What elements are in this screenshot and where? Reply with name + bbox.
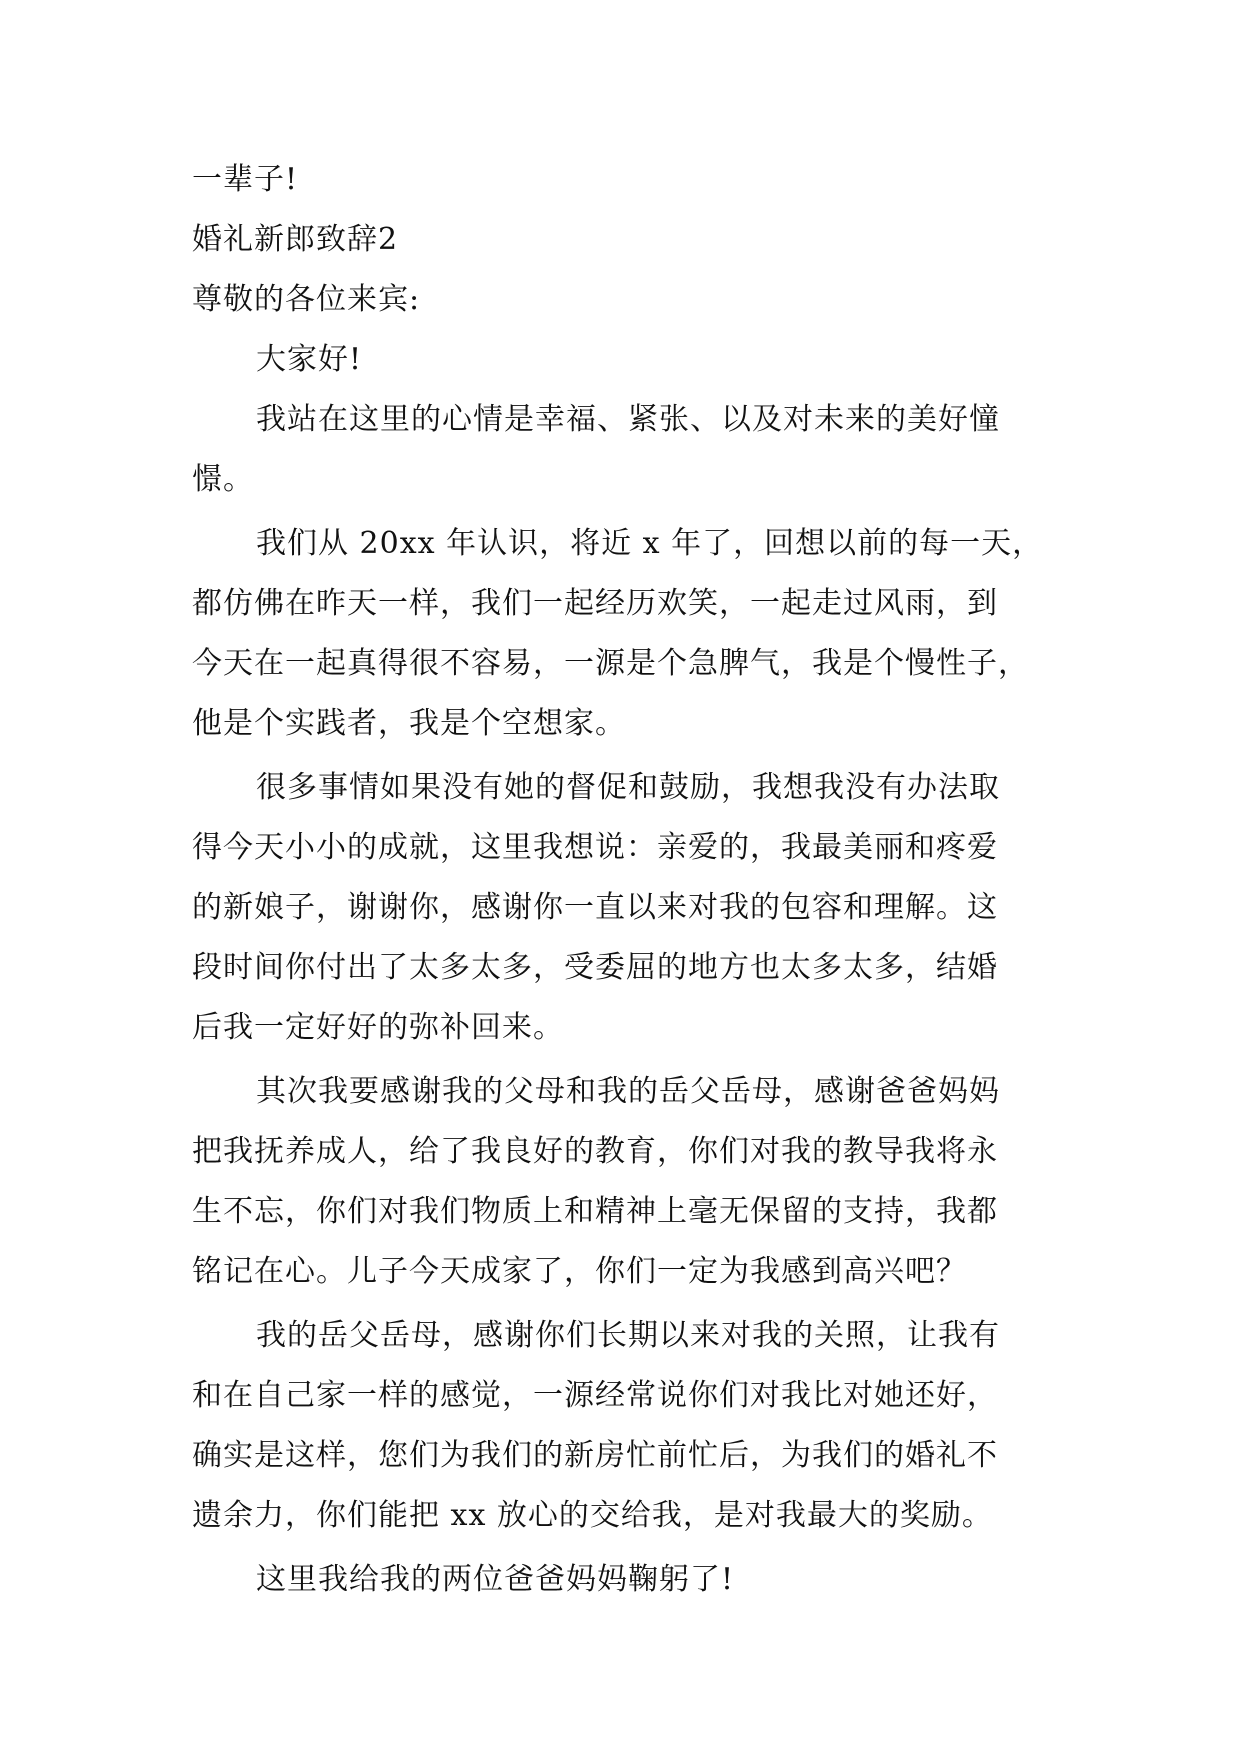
document-body <box>192 150 1062 1614</box>
paragraph-line: 其次我要感谢我的父母和我的岳父岳母，感谢爸爸妈妈 <box>256 1074 1000 1109</box>
paragraph-line: 很多事情如果没有她的督促和鼓励，我想我没有办法取 <box>256 770 1000 805</box>
paragraph-2 <box>192 514 1062 754</box>
paragraph-line: 铭记在心。儿子今天成家了，你们一定为我感到高兴吧？ <box>192 1254 967 1289</box>
paragraph-line: 和在自己家一样的感觉，一源经常说你们对我比对她还好， <box>192 1378 998 1413</box>
paragraph-line: 遗余力，你们能把 xx 放心的交给我，是对我最大的奖励。 <box>192 1498 993 1533</box>
continuation-line: 一辈子! <box>192 162 299 197</box>
paragraph-line: 我们从 20xx 年认识，将近 x 年了，回想以前的每一天， <box>256 526 1044 561</box>
paragraph-4 <box>192 1062 1062 1302</box>
greeting: 大家好! <box>256 342 363 377</box>
document-title: 婚礼新郎致辞2 <box>192 222 399 257</box>
paragraph-line: 今天在一起真得很不容易，一源是个急脾气，我是个慢性子， <box>192 646 1029 681</box>
paragraph-line: 憬。 <box>192 462 254 497</box>
paragraph-line: 段时间你付出了太多太多，受委屈的地方也太多太多，结婚 <box>192 950 998 985</box>
paragraph-line: 确实是这样，您们为我们的新房忙前忙后，为我们的婚礼不 <box>192 1438 998 1473</box>
paragraph-6 <box>192 1550 1062 1610</box>
paragraph-line: 把我抚养成人，给了我良好的教育，你们对我的教导我将永 <box>192 1134 998 1169</box>
paragraph-line: 的新娘子，谢谢你，感谢你一直以来对我的包容和理解。这 <box>192 890 998 925</box>
salutation: 尊敬的各位来宾: <box>192 282 421 317</box>
paragraph-line: 我站在这里的心情是幸福、紧张、以及对未来的美好憧 <box>256 402 1000 437</box>
paragraph-line: 得今天小小的成就，这里我想说：亲爱的，我最美丽和疼爱 <box>192 830 998 865</box>
paragraph-line: 这里我给我的两位爸爸妈妈鞠躬了! <box>256 1562 735 1597</box>
paragraph-line: 生不忘，你们对我们物质上和精神上毫无保留的支持，我都 <box>192 1194 998 1229</box>
paragraph-3 <box>192 758 1062 1058</box>
paragraph-line: 都仿佛在昨天一样，我们一起经历欢笑，一起走过风雨，到 <box>192 586 998 621</box>
paragraph-1 <box>192 390 1062 510</box>
paragraph-line: 我的岳父岳母，感谢你们长期以来对我的关照，让我有 <box>256 1318 1000 1353</box>
paragraph-5 <box>192 1306 1062 1546</box>
paragraph-line: 他是个实践者，我是个空想家。 <box>192 706 626 741</box>
paragraph-line: 后我一定好好的弥补回来。 <box>192 1010 564 1045</box>
